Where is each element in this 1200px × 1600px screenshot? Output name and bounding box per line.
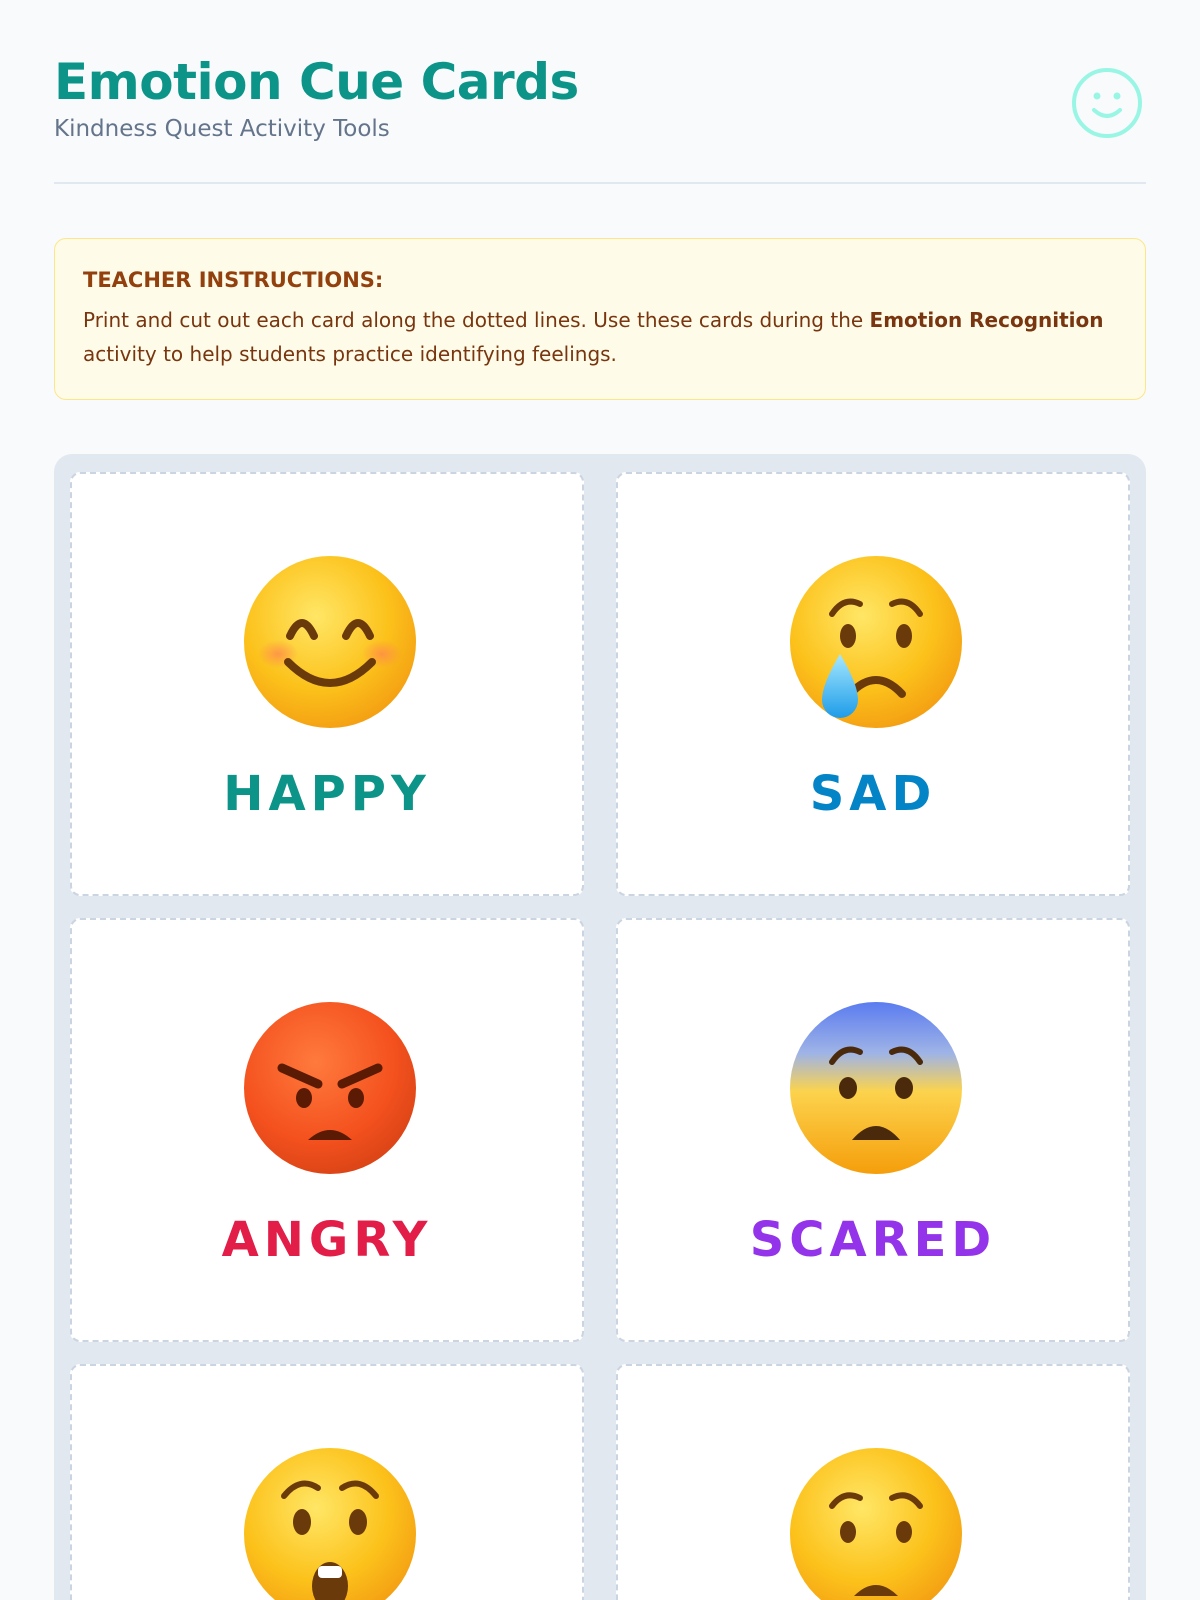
page-title: Emotion Cue Cards [54,53,579,111]
sad-face-icon [788,554,964,730]
surprised-face-icon [242,1446,418,1600]
instructions-text-end: activity to help students practice identifying feelings. [83,342,617,366]
card-label: SAD [809,766,937,822]
worried-face-icon [788,1446,964,1600]
emotion-card-angry [70,918,584,1342]
instructions-text-start: Print and cut out each card along the dotted lines. Use these cards during the [83,308,870,332]
instructions-heading: TEACHER INSTRUCTIONS: [83,268,384,292]
teacher-instructions [54,238,1146,400]
smile-icon [1070,66,1144,140]
emotion-card-happy [70,472,584,896]
emotion-card-sad [616,472,1130,896]
happy-face-icon [242,554,418,730]
scared-face-icon [788,1000,964,1176]
instructions-text [83,303,1117,371]
activity-name: Emotion Recognition [869,308,1104,332]
card-label: HAPPY [223,766,431,822]
emotion-card-grid [54,454,1146,1600]
page-header [54,52,1146,184]
card-label: ANGRY [221,1212,433,1268]
emotion-card-surprised [70,1364,584,1600]
card-label: SCARED [749,1212,997,1268]
emotion-card-worried [616,1364,1130,1600]
angry-face-icon [242,1000,418,1176]
page-subtitle: Kindness Quest Activity Tools [54,116,390,142]
emotion-card-scared [616,918,1130,1342]
